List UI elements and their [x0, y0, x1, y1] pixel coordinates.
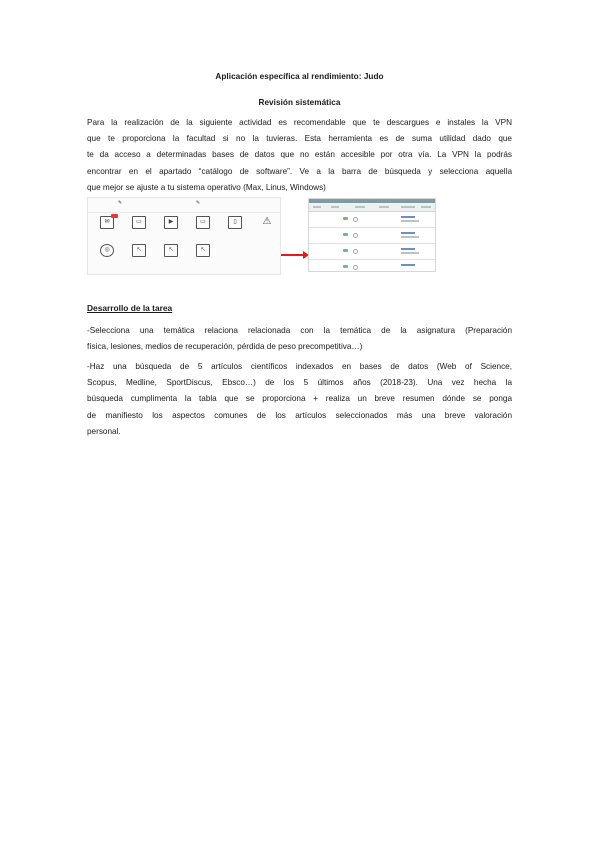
status-badge [343, 249, 348, 252]
header-cell [355, 206, 365, 208]
software-item [254, 216, 280, 238]
table-header [309, 203, 435, 212]
task-line: de manifiesto los aspectos comunes de los artículos seleccionados más una breve valoración [87, 410, 512, 420]
intro-paragraph [87, 115, 512, 196]
task-heading: Desarrollo de la tarea [87, 303, 173, 313]
cursor-icon: ↖ [132, 244, 146, 257]
catalog-breadcrumb-bar [88, 198, 280, 213]
status-badge [343, 265, 348, 268]
software-item [190, 216, 216, 238]
task-paragraph-2 [87, 359, 512, 440]
cursor-icon: ↖ [196, 244, 210, 257]
task-line: personal. [87, 426, 121, 436]
software-item [94, 216, 120, 238]
info-icon [353, 233, 358, 238]
software-item [94, 244, 120, 266]
software-item [222, 216, 248, 238]
info-icon [353, 249, 358, 254]
table-link [401, 232, 415, 234]
task-line: -Selecciona una temática relaciona relacionada con la temática de la asignatura (Preparación [87, 326, 512, 335]
task-line: búsqueda cumplimenta la tabla que se proporciona + realiza un breve resumen dónde se ponga [87, 394, 512, 404]
software-item [190, 244, 216, 266]
intro-line: te da acceso a determinadas bases de datos que no están accesible por otra vía. La VPN la podrás [87, 150, 512, 160]
status-badge [343, 233, 348, 236]
header-cell [401, 206, 415, 208]
software-item [126, 244, 152, 266]
play-icon: ▶ [164, 216, 178, 229]
warning-icon: ⚠ [262, 216, 272, 227]
search-results-screenshot [308, 198, 436, 272]
new-badge [111, 214, 118, 218]
task-line: Scopus, Medline, SportDiscus, Ebsco…) de los 5 últimos años (2018-23). Una vez hecha la [87, 378, 512, 388]
document-title: Aplicación específica al rendimiento: Judo [215, 72, 384, 81]
software-catalog-screenshot [87, 197, 281, 275]
mail-icon: ✉ [100, 216, 114, 229]
header-cell [421, 206, 431, 208]
intro-line: encontrar en el apartado “catálogo de software”. Ve a la barra de búsqueda y selecciona aquella [87, 166, 512, 176]
table-row [309, 260, 435, 272]
task-paragraph-1 [87, 323, 512, 355]
cursor-icon: ↖ [164, 244, 178, 257]
arrow-right-icon [281, 254, 305, 256]
document-subtitle: Revisión sistemática [258, 98, 341, 107]
table-row [309, 228, 435, 244]
table-link [401, 248, 415, 250]
task-line: física, lesiones, medios de recuperación, pérdida de peso precompetitiva…) [87, 342, 363, 352]
monitor-icon: ▭ [196, 216, 210, 229]
table-cell [401, 252, 419, 254]
table-row [309, 244, 435, 260]
info-icon [353, 217, 358, 222]
software-item [126, 216, 152, 238]
intro-line: Para la realización de la siguiente actividad es recomendable que te descargues e instales la VPN [87, 118, 512, 127]
header-cell [379, 206, 389, 208]
pencil-icon: ✎ [118, 200, 123, 206]
intro-line: que mejor se ajuste a tu sistema operativo (Max, Linus, Windows) [87, 182, 326, 192]
pencil-icon: ✎ [196, 200, 201, 206]
globe-icon: ◎ [100, 244, 114, 257]
table-cell [401, 220, 419, 222]
monitor-icon: ▭ [132, 216, 146, 229]
task-line: -Haz una búsqueda de 5 artículos científicos indexados en bases de datos (Web of Science, [87, 362, 512, 371]
intro-line: que te proporciona la facultad si no la tuvieras. Esta herramienta es de suma utilidad dado que [87, 134, 512, 144]
table-cell [401, 236, 419, 238]
software-item [158, 216, 184, 238]
info-icon [353, 265, 358, 270]
status-badge [343, 217, 348, 220]
table-link [401, 216, 415, 218]
software-item [158, 244, 184, 266]
tablet-icon: ▯ [228, 216, 242, 229]
header-cell [331, 206, 339, 208]
table-row [309, 212, 435, 228]
header-cell [313, 206, 321, 208]
table-link [401, 264, 415, 266]
